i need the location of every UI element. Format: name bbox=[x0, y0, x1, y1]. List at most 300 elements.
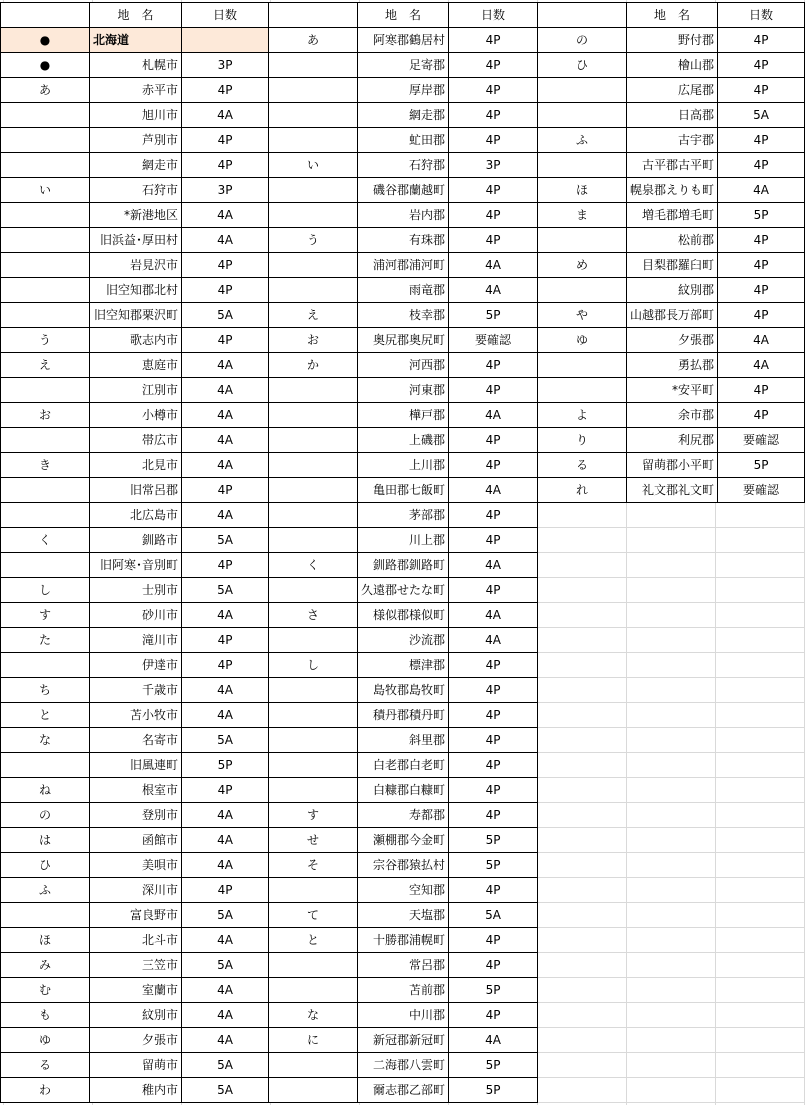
kana-index-cell[interactable] bbox=[269, 478, 358, 503]
place-name-cell[interactable]: 雨竜郡 bbox=[358, 278, 449, 303]
kana-index-cell[interactable]: な bbox=[269, 1003, 358, 1028]
days-cell[interactable]: 5P bbox=[449, 978, 538, 1003]
kana-index-cell[interactable]: ま bbox=[538, 203, 627, 228]
days-cell[interactable]: 5A bbox=[449, 903, 538, 928]
place-name-cell[interactable]: 日高郡 bbox=[626, 103, 717, 128]
place-name-cell[interactable]: 勇払郡 bbox=[626, 353, 717, 378]
place-name-cell[interactable]: *新港地区 bbox=[90, 203, 182, 228]
place-name-cell[interactable]: 深川市 bbox=[90, 878, 182, 903]
days-cell[interactable]: 5A bbox=[182, 578, 269, 603]
kana-index-cell[interactable]: と bbox=[1, 703, 90, 728]
kana-index-cell[interactable] bbox=[269, 378, 358, 403]
place-name-cell[interactable]: 野付郡 bbox=[626, 28, 717, 53]
place-name-cell[interactable]: 積丹郡積丹町 bbox=[358, 703, 449, 728]
place-name-cell[interactable]: 小樽市 bbox=[90, 403, 182, 428]
place-name-cell[interactable]: 檜山郡 bbox=[626, 53, 717, 78]
days-cell[interactable]: 5P bbox=[449, 1053, 538, 1078]
kana-index-cell[interactable]: あ bbox=[269, 28, 358, 53]
place-name-cell[interactable]: 三笠市 bbox=[90, 953, 182, 978]
kana-index-cell[interactable]: く bbox=[1, 528, 90, 553]
days-cell[interactable]: 4P bbox=[449, 1003, 538, 1028]
place-name-cell[interactable]: 滝川市 bbox=[90, 628, 182, 653]
place-name-cell[interactable]: 旧風連町 bbox=[90, 753, 182, 778]
place-name-cell[interactable]: 爾志郡乙部町 bbox=[358, 1078, 449, 1103]
kana-index-cell[interactable] bbox=[269, 253, 358, 278]
kana-index-cell[interactable] bbox=[1, 228, 90, 253]
days-cell[interactable]: 4P bbox=[182, 278, 269, 303]
kana-index-cell[interactable]: て bbox=[269, 903, 358, 928]
days-cell[interactable]: 4P bbox=[449, 378, 538, 403]
place-name-cell[interactable]: 十勝郡浦幌町 bbox=[358, 928, 449, 953]
kana-index-cell[interactable] bbox=[538, 153, 627, 178]
days-cell[interactable]: 4P bbox=[449, 28, 538, 53]
kana-index-cell[interactable] bbox=[269, 78, 358, 103]
place-name-cell[interactable]: 常呂郡 bbox=[358, 953, 449, 978]
kana-index-cell[interactable] bbox=[269, 978, 358, 1003]
place-name-cell[interactable]: 旧常呂郡 bbox=[90, 478, 182, 503]
kana-index-cell[interactable]: れ bbox=[538, 478, 627, 503]
kana-index-cell[interactable]: さ bbox=[269, 603, 358, 628]
days-cell[interactable]: 4P bbox=[718, 53, 805, 78]
kana-index-cell[interactable]: ふ bbox=[538, 128, 627, 153]
place-name-cell[interactable]: 亀田郡七飯町 bbox=[358, 478, 449, 503]
days-cell[interactable]: 4A bbox=[182, 678, 269, 703]
days-cell[interactable]: 4A bbox=[718, 328, 805, 353]
days-cell[interactable]: 4A bbox=[182, 428, 269, 453]
kana-index-cell[interactable]: め bbox=[538, 253, 627, 278]
days-cell[interactable]: 4P bbox=[449, 203, 538, 228]
place-name-cell[interactable]: 江別市 bbox=[90, 378, 182, 403]
days-cell[interactable]: 3P bbox=[182, 53, 269, 78]
kana-index-cell[interactable]: も bbox=[1, 1003, 90, 1028]
place-name-cell[interactable]: 新冠郡新冠町 bbox=[358, 1028, 449, 1053]
kana-index-cell[interactable]: の bbox=[538, 28, 627, 53]
place-name-cell[interactable]: 余市郡 bbox=[626, 403, 717, 428]
days-cell[interactable]: 4P bbox=[182, 478, 269, 503]
place-name-cell[interactable]: 留萌郡小平町 bbox=[626, 453, 717, 478]
place-name-cell[interactable]: 登別市 bbox=[90, 803, 182, 828]
days-cell[interactable]: 4A bbox=[449, 253, 538, 278]
days-cell[interactable]: 4P bbox=[718, 278, 805, 303]
kana-index-cell[interactable] bbox=[269, 678, 358, 703]
place-name-cell[interactable]: 虻田郡 bbox=[358, 128, 449, 153]
kana-index-cell[interactable] bbox=[269, 178, 358, 203]
place-name-cell[interactable]: 目梨郡羅臼町 bbox=[626, 253, 717, 278]
place-name-cell[interactable]: 夕張市 bbox=[90, 1028, 182, 1053]
kana-index-cell[interactable] bbox=[1, 153, 90, 178]
kana-index-cell[interactable] bbox=[1, 103, 90, 128]
days-cell[interactable]: 4A bbox=[182, 828, 269, 853]
header-kana-cell[interactable] bbox=[538, 3, 627, 28]
kana-index-cell[interactable] bbox=[269, 1053, 358, 1078]
place-name-cell[interactable]: 礼文郡礼文町 bbox=[626, 478, 717, 503]
header-kana-cell[interactable] bbox=[1, 3, 90, 28]
days-cell[interactable]: 4A bbox=[182, 353, 269, 378]
place-name-cell[interactable]: 釧路郡釧路町 bbox=[358, 553, 449, 578]
place-name-cell[interactable]: 空知郡 bbox=[358, 878, 449, 903]
days-cell[interactable]: 4P bbox=[449, 953, 538, 978]
days-cell[interactable]: 4P bbox=[182, 553, 269, 578]
days-cell[interactable]: 5A bbox=[182, 1053, 269, 1078]
place-name-cell[interactable]: 苫前郡 bbox=[358, 978, 449, 1003]
kana-index-cell[interactable]: や bbox=[538, 303, 627, 328]
days-cell[interactable]: 4P bbox=[449, 78, 538, 103]
kana-index-cell[interactable] bbox=[269, 703, 358, 728]
place-name-cell[interactable]: 中川郡 bbox=[358, 1003, 449, 1028]
days-cell[interactable]: 4P bbox=[182, 328, 269, 353]
place-name-cell[interactable]: 奥尻郡奥尻町 bbox=[358, 328, 449, 353]
kana-index-cell[interactable]: そ bbox=[269, 853, 358, 878]
days-cell[interactable]: 5A bbox=[182, 728, 269, 753]
place-name-cell[interactable]: 夕張郡 bbox=[626, 328, 717, 353]
days-cell[interactable]: 4P bbox=[449, 178, 538, 203]
place-name-cell[interactable]: 釧路市 bbox=[90, 528, 182, 553]
days-cell[interactable]: 5P bbox=[718, 453, 805, 478]
place-name-cell[interactable]: 伊達市 bbox=[90, 653, 182, 678]
kana-index-cell[interactable]: な bbox=[1, 728, 90, 753]
days-cell[interactable]: 4P bbox=[182, 253, 269, 278]
place-name-cell[interactable]: 浦河郡浦河町 bbox=[358, 253, 449, 278]
days-cell[interactable]: 4P bbox=[718, 228, 805, 253]
place-name-cell[interactable]: 北海道 bbox=[90, 28, 182, 53]
header-days-cell[interactable]: 日数 bbox=[449, 3, 538, 28]
place-name-cell[interactable]: 石狩市 bbox=[90, 178, 182, 203]
days-cell[interactable]: 4A bbox=[449, 278, 538, 303]
days-cell[interactable]: 4P bbox=[449, 453, 538, 478]
days-cell[interactable]: 5P bbox=[182, 753, 269, 778]
place-name-cell[interactable]: 足寄郡 bbox=[358, 53, 449, 78]
place-name-cell[interactable]: 富良野市 bbox=[90, 903, 182, 928]
kana-index-cell[interactable] bbox=[269, 1078, 358, 1103]
days-cell[interactable]: 4A bbox=[449, 553, 538, 578]
header-days-cell[interactable]: 日数 bbox=[182, 3, 269, 28]
kana-index-cell[interactable]: は bbox=[1, 828, 90, 853]
days-cell[interactable]: 4A bbox=[182, 803, 269, 828]
kana-index-cell[interactable]: に bbox=[269, 1028, 358, 1053]
kana-index-cell[interactable]: い bbox=[1, 178, 90, 203]
place-name-cell[interactable]: 名寄市 bbox=[90, 728, 182, 753]
place-name-cell[interactable]: 札幌市 bbox=[90, 53, 182, 78]
days-cell[interactable]: 4P bbox=[718, 28, 805, 53]
kana-index-cell[interactable] bbox=[538, 78, 627, 103]
kana-index-cell[interactable] bbox=[269, 528, 358, 553]
kana-index-cell[interactable]: ね bbox=[1, 778, 90, 803]
kana-index-cell[interactable]: ほ bbox=[538, 178, 627, 203]
place-name-cell[interactable]: 恵庭市 bbox=[90, 353, 182, 378]
place-name-cell[interactable]: 砂川市 bbox=[90, 603, 182, 628]
kana-index-cell[interactable] bbox=[269, 628, 358, 653]
place-name-cell[interactable]: 旭川市 bbox=[90, 103, 182, 128]
kana-index-cell[interactable]: と bbox=[269, 928, 358, 953]
kana-index-cell[interactable] bbox=[269, 103, 358, 128]
days-cell[interactable]: 4P bbox=[449, 53, 538, 78]
days-cell[interactable]: 5A bbox=[182, 528, 269, 553]
kana-index-cell[interactable]: ● bbox=[1, 53, 90, 78]
header-kana-cell[interactable] bbox=[269, 3, 358, 28]
kana-index-cell[interactable] bbox=[538, 353, 627, 378]
place-name-cell[interactable]: 幌泉郡えりも町 bbox=[626, 178, 717, 203]
kana-index-cell[interactable] bbox=[1, 203, 90, 228]
days-cell[interactable]: 5P bbox=[449, 853, 538, 878]
kana-index-cell[interactable] bbox=[269, 203, 358, 228]
place-name-cell[interactable]: 北見市 bbox=[90, 453, 182, 478]
kana-index-cell[interactable]: ● bbox=[1, 28, 90, 53]
kana-index-cell[interactable]: き bbox=[1, 453, 90, 478]
days-cell[interactable]: 4A bbox=[449, 403, 538, 428]
days-cell[interactable]: 要確認 bbox=[718, 428, 805, 453]
place-name-cell[interactable]: 河西郡 bbox=[358, 353, 449, 378]
place-name-cell[interactable]: 茅部郡 bbox=[358, 503, 449, 528]
days-cell[interactable]: 要確認 bbox=[449, 328, 538, 353]
days-cell[interactable]: 4P bbox=[718, 403, 805, 428]
kana-index-cell[interactable]: お bbox=[269, 328, 358, 353]
place-name-cell[interactable]: 美唄市 bbox=[90, 853, 182, 878]
days-cell[interactable]: 4P bbox=[718, 303, 805, 328]
kana-index-cell[interactable]: の bbox=[1, 803, 90, 828]
days-cell[interactable]: 4P bbox=[449, 778, 538, 803]
place-name-cell[interactable]: 磯谷郡蘭越町 bbox=[358, 178, 449, 203]
days-cell[interactable]: 5P bbox=[449, 1078, 538, 1103]
kana-index-cell[interactable] bbox=[269, 128, 358, 153]
place-name-cell[interactable]: *安平町 bbox=[626, 378, 717, 403]
kana-index-cell[interactable] bbox=[269, 578, 358, 603]
days-cell[interactable]: 4P bbox=[182, 628, 269, 653]
place-name-cell[interactable]: 白糠郡白糠町 bbox=[358, 778, 449, 803]
days-cell[interactable]: 4A bbox=[718, 353, 805, 378]
kana-index-cell[interactable] bbox=[269, 278, 358, 303]
days-cell[interactable]: 4P bbox=[449, 678, 538, 703]
kana-index-cell[interactable]: ひ bbox=[538, 53, 627, 78]
days-cell[interactable]: 3P bbox=[449, 153, 538, 178]
kana-index-cell[interactable] bbox=[269, 753, 358, 778]
place-name-cell[interactable]: 帯広市 bbox=[90, 428, 182, 453]
place-name-cell[interactable]: 川上郡 bbox=[358, 528, 449, 553]
place-name-cell[interactable]: 山越郡長万部町 bbox=[626, 303, 717, 328]
days-cell[interactable]: 4P bbox=[718, 128, 805, 153]
days-cell[interactable]: 4P bbox=[182, 78, 269, 103]
kana-index-cell[interactable] bbox=[1, 128, 90, 153]
days-cell[interactable]: 4P bbox=[182, 128, 269, 153]
kana-index-cell[interactable] bbox=[1, 428, 90, 453]
days-cell[interactable]: 4A bbox=[182, 853, 269, 878]
kana-index-cell[interactable]: ゆ bbox=[1, 1028, 90, 1053]
place-name-cell[interactable]: 松前郡 bbox=[626, 228, 717, 253]
kana-index-cell[interactable]: ふ bbox=[1, 878, 90, 903]
place-name-cell[interactable]: 旧空知郡北村 bbox=[90, 278, 182, 303]
place-name-cell[interactable]: 北斗市 bbox=[90, 928, 182, 953]
place-name-cell[interactable]: 稚内市 bbox=[90, 1078, 182, 1103]
place-name-cell[interactable]: 歌志内市 bbox=[90, 328, 182, 353]
kana-index-cell[interactable] bbox=[269, 428, 358, 453]
kana-index-cell[interactable] bbox=[269, 403, 358, 428]
days-cell[interactable]: 4P bbox=[718, 153, 805, 178]
kana-index-cell[interactable]: ほ bbox=[1, 928, 90, 953]
kana-index-cell[interactable] bbox=[269, 878, 358, 903]
days-cell[interactable]: 4A bbox=[449, 603, 538, 628]
place-name-cell[interactable]: 様似郡様似町 bbox=[358, 603, 449, 628]
kana-index-cell[interactable] bbox=[269, 953, 358, 978]
days-cell[interactable]: 5A bbox=[182, 953, 269, 978]
days-cell[interactable] bbox=[182, 28, 269, 53]
place-name-cell[interactable]: 網走市 bbox=[90, 153, 182, 178]
header-place-cell[interactable]: 地 名 bbox=[358, 3, 449, 28]
days-cell[interactable]: 4P bbox=[449, 528, 538, 553]
place-name-cell[interactable]: 士別市 bbox=[90, 578, 182, 603]
header-place-cell[interactable]: 地 名 bbox=[626, 3, 717, 28]
kana-index-cell[interactable] bbox=[269, 728, 358, 753]
place-name-cell[interactable]: 白老郡白老町 bbox=[358, 753, 449, 778]
kana-index-cell[interactable]: す bbox=[269, 803, 358, 828]
days-cell[interactable]: 4P bbox=[449, 928, 538, 953]
days-cell[interactable]: 4A bbox=[182, 203, 269, 228]
kana-index-cell[interactable]: ゆ bbox=[538, 328, 627, 353]
kana-index-cell[interactable]: る bbox=[538, 453, 627, 478]
days-cell[interactable]: 4A bbox=[182, 103, 269, 128]
place-name-cell[interactable]: 旧浜益･厚田村 bbox=[90, 228, 182, 253]
days-cell[interactable]: 4P bbox=[449, 653, 538, 678]
days-cell[interactable]: 4A bbox=[182, 453, 269, 478]
days-cell[interactable]: 4P bbox=[449, 703, 538, 728]
place-name-cell[interactable]: 久遠郡せたな町 bbox=[358, 578, 449, 603]
kana-index-cell[interactable]: し bbox=[269, 653, 358, 678]
kana-index-cell[interactable] bbox=[538, 378, 627, 403]
place-name-cell[interactable]: 樺戸郡 bbox=[358, 403, 449, 428]
place-name-cell[interactable]: 紋別市 bbox=[90, 1003, 182, 1028]
kana-index-cell[interactable] bbox=[1, 503, 90, 528]
kana-index-cell[interactable]: あ bbox=[1, 78, 90, 103]
days-cell[interactable]: 5P bbox=[449, 828, 538, 853]
kana-index-cell[interactable] bbox=[1, 253, 90, 278]
kana-index-cell[interactable] bbox=[269, 53, 358, 78]
days-cell[interactable]: 4A bbox=[182, 703, 269, 728]
place-name-cell[interactable]: 宗谷郡猿払村 bbox=[358, 853, 449, 878]
place-name-cell[interactable]: 根室市 bbox=[90, 778, 182, 803]
kana-index-cell[interactable]: し bbox=[1, 578, 90, 603]
days-cell[interactable]: 要確認 bbox=[718, 478, 805, 503]
kana-index-cell[interactable] bbox=[538, 278, 627, 303]
kana-index-cell[interactable] bbox=[1, 478, 90, 503]
days-cell[interactable]: 4P bbox=[718, 78, 805, 103]
kana-index-cell[interactable]: く bbox=[269, 553, 358, 578]
kana-index-cell[interactable] bbox=[1, 653, 90, 678]
kana-index-cell[interactable]: わ bbox=[1, 1078, 90, 1103]
days-cell[interactable]: 5A bbox=[718, 103, 805, 128]
kana-index-cell[interactable] bbox=[1, 903, 90, 928]
place-name-cell[interactable]: 岩見沢市 bbox=[90, 253, 182, 278]
place-name-cell[interactable]: 枝幸郡 bbox=[358, 303, 449, 328]
days-cell[interactable]: 4A bbox=[449, 1028, 538, 1053]
place-name-cell[interactable]: 斜里郡 bbox=[358, 728, 449, 753]
place-name-cell[interactable]: 有珠郡 bbox=[358, 228, 449, 253]
place-name-cell[interactable]: 苫小牧市 bbox=[90, 703, 182, 728]
place-name-cell[interactable]: 網走郡 bbox=[358, 103, 449, 128]
days-cell[interactable]: 4P bbox=[182, 153, 269, 178]
kana-index-cell[interactable]: り bbox=[538, 428, 627, 453]
kana-index-cell[interactable]: え bbox=[1, 353, 90, 378]
days-cell[interactable]: 3P bbox=[182, 178, 269, 203]
days-cell[interactable]: 4P bbox=[718, 378, 805, 403]
kana-index-cell[interactable]: す bbox=[1, 603, 90, 628]
days-cell[interactable]: 4P bbox=[449, 428, 538, 453]
kana-index-cell[interactable]: か bbox=[269, 353, 358, 378]
kana-index-cell[interactable]: う bbox=[269, 228, 358, 253]
days-cell[interactable]: 4A bbox=[182, 228, 269, 253]
days-cell[interactable]: 5P bbox=[449, 303, 538, 328]
place-name-cell[interactable]: 留萌市 bbox=[90, 1053, 182, 1078]
kana-index-cell[interactable]: よ bbox=[538, 403, 627, 428]
days-cell[interactable]: 4A bbox=[182, 603, 269, 628]
kana-index-cell[interactable] bbox=[269, 453, 358, 478]
days-cell[interactable]: 4A bbox=[182, 1003, 269, 1028]
days-cell[interactable]: 4A bbox=[182, 1028, 269, 1053]
days-cell[interactable]: 4P bbox=[449, 353, 538, 378]
kana-index-cell[interactable]: せ bbox=[269, 828, 358, 853]
days-cell[interactable]: 4A bbox=[718, 178, 805, 203]
days-cell[interactable]: 4A bbox=[182, 978, 269, 1003]
place-name-cell[interactable]: 天塩郡 bbox=[358, 903, 449, 928]
place-name-cell[interactable]: 旧阿寒･音別町 bbox=[90, 553, 182, 578]
days-cell[interactable]: 4P bbox=[449, 228, 538, 253]
place-name-cell[interactable]: 北広島市 bbox=[90, 503, 182, 528]
kana-index-cell[interactable] bbox=[269, 503, 358, 528]
days-cell[interactable]: 4P bbox=[449, 578, 538, 603]
place-name-cell[interactable]: 島牧郡島牧町 bbox=[358, 678, 449, 703]
kana-index-cell[interactable] bbox=[269, 778, 358, 803]
days-cell[interactable]: 4P bbox=[449, 503, 538, 528]
header-days-cell[interactable]: 日数 bbox=[718, 3, 805, 28]
place-name-cell[interactable]: 寿都郡 bbox=[358, 803, 449, 828]
kana-index-cell[interactable]: ち bbox=[1, 678, 90, 703]
kana-index-cell[interactable] bbox=[538, 228, 627, 253]
kana-index-cell[interactable] bbox=[1, 278, 90, 303]
days-cell[interactable]: 4A bbox=[182, 928, 269, 953]
place-name-cell[interactable]: 函館市 bbox=[90, 828, 182, 853]
place-name-cell[interactable]: 標津郡 bbox=[358, 653, 449, 678]
days-cell[interactable]: 4P bbox=[182, 653, 269, 678]
kana-index-cell[interactable] bbox=[1, 753, 90, 778]
place-name-cell[interactable]: 岩内郡 bbox=[358, 203, 449, 228]
place-name-cell[interactable]: 上川郡 bbox=[358, 453, 449, 478]
place-name-cell[interactable]: 河東郡 bbox=[358, 378, 449, 403]
place-name-cell[interactable]: 千歳市 bbox=[90, 678, 182, 703]
days-cell[interactable]: 5A bbox=[182, 903, 269, 928]
days-cell[interactable]: 4P bbox=[449, 103, 538, 128]
place-name-cell[interactable]: 厚岸郡 bbox=[358, 78, 449, 103]
place-name-cell[interactable]: 沙流郡 bbox=[358, 628, 449, 653]
days-cell[interactable]: 4P bbox=[449, 753, 538, 778]
place-name-cell[interactable]: 古平郡古平町 bbox=[626, 153, 717, 178]
kana-index-cell[interactable]: い bbox=[269, 153, 358, 178]
place-name-cell[interactable]: 二海郡八雲町 bbox=[358, 1053, 449, 1078]
kana-index-cell[interactable] bbox=[1, 553, 90, 578]
days-cell[interactable]: 4A bbox=[182, 378, 269, 403]
days-cell[interactable]: 4P bbox=[449, 128, 538, 153]
kana-index-cell[interactable]: う bbox=[1, 328, 90, 353]
days-cell[interactable]: 4A bbox=[182, 403, 269, 428]
place-name-cell[interactable]: 紋別郡 bbox=[626, 278, 717, 303]
days-cell[interactable]: 4P bbox=[182, 878, 269, 903]
days-cell[interactable]: 4A bbox=[449, 628, 538, 653]
days-cell[interactable]: 5A bbox=[182, 303, 269, 328]
place-name-cell[interactable]: 広尾郡 bbox=[626, 78, 717, 103]
days-cell[interactable]: 4P bbox=[449, 878, 538, 903]
kana-index-cell[interactable]: み bbox=[1, 953, 90, 978]
kana-index-cell[interactable]: る bbox=[1, 1053, 90, 1078]
place-name-cell[interactable]: 阿寒郡鶴居村 bbox=[358, 28, 449, 53]
place-name-cell[interactable]: 室蘭市 bbox=[90, 978, 182, 1003]
days-cell[interactable]: 4P bbox=[449, 728, 538, 753]
header-place-cell[interactable]: 地 名 bbox=[90, 3, 182, 28]
